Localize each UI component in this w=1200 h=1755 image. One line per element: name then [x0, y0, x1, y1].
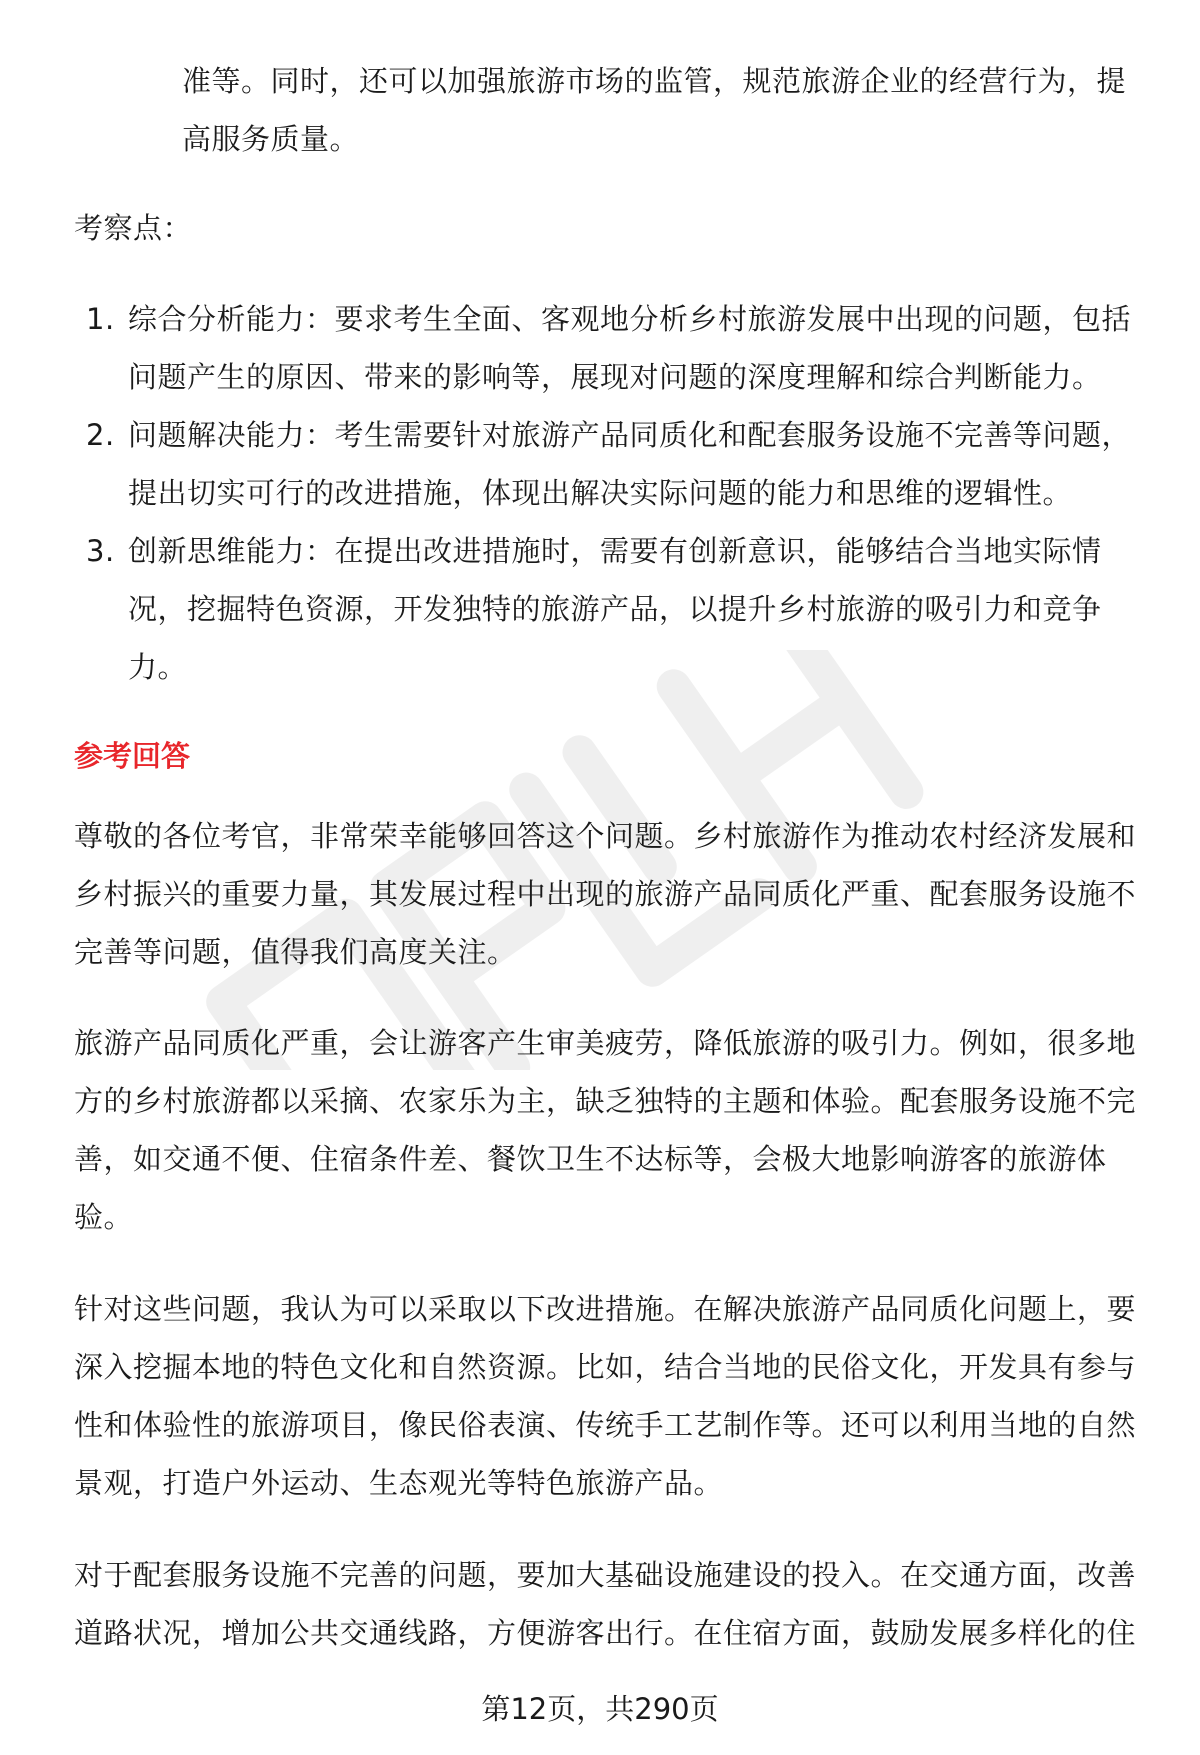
text-line: 力。	[128, 650, 188, 684]
text-line: 深入挖掘本地的特色文化和自然资源。比如，结合当地的民俗文化，开发具有参与	[74, 1350, 1137, 1384]
text-line: 提出切实可行的改进措施，体现出解决实际问题的能力和思维的逻辑性。	[128, 476, 1073, 510]
text-line: 性和体验性的旅游项目，像民俗表演、传统手工艺制作等。还可以利用当地的自然	[74, 1408, 1137, 1442]
reference-answer-heading: 参考回答	[74, 739, 191, 773]
answer-paragraph	[74, 1280, 1154, 1512]
answer-paragraph	[74, 1546, 1154, 1662]
text-line: 旅游产品同质化严重，会让游客产生审美疲劳，降低旅游的吸引力。例如，很多地	[74, 1026, 1137, 1060]
list-number: 3.	[86, 534, 115, 568]
text-line: 针对这些问题，我认为可以采取以下改进措施。在解决旅游产品同质化问题上，要	[74, 1292, 1137, 1326]
list-item	[74, 522, 1131, 696]
list-number: 2.	[86, 418, 115, 452]
text-line: 景观，打造户外运动、生态观光等特色旅游产品。	[74, 1466, 724, 1500]
exam-points-list	[74, 290, 1131, 696]
exam-points-label: 考察点：	[74, 211, 193, 245]
text-line: 准等。同时，还可以加强旅游市场的监管，规范旅游企业的经营行为，提	[182, 64, 1127, 98]
text-line: 高服务质量。	[182, 122, 360, 156]
text-line: 对于配套服务设施不完善的问题，要加大基础设施建设的投入。在交通方面，改善	[74, 1558, 1137, 1592]
text-line: 完善等问题，值得我们高度关注。	[74, 935, 517, 969]
text-line: 方的乡村旅游都以采摘、农家乐为主，缺乏独特的主题和体验。配套服务设施不完	[74, 1084, 1137, 1118]
text-line: 乡村振兴的重要力量，其发展过程中出现的旅游产品同质化严重、配套服务设施不	[74, 877, 1137, 911]
text-line: 综合分析能力：要求考生全面、客观地分析乡村旅游发展中出现的问题，包括	[128, 302, 1132, 336]
list-item	[74, 406, 1131, 522]
continuation-paragraph	[182, 52, 1126, 168]
list-item	[74, 290, 1131, 406]
text-line: 问题解决能力：考生需要针对旅游产品同质化和配套服务设施不完善等问题，	[128, 418, 1132, 452]
text-line: 善，如交通不便、住宿条件差、餐饮卫生不达标等，会极大地影响游客的旅游体	[74, 1142, 1107, 1176]
text-line: 验。	[74, 1200, 134, 1234]
text-line: 况，挖掘特色资源，开发独特的旅游产品，以提升乡村旅游的吸引力和竞争	[128, 592, 1102, 626]
text-line: 尊敬的各位考官，非常荣幸能够回答这个问题。乡村旅游作为推动农村经济发展和	[74, 819, 1137, 853]
list-number: 1.	[86, 302, 115, 336]
page-number: 第12页，共290页	[481, 1692, 719, 1726]
answer-paragraph	[74, 1014, 1154, 1246]
text-line: 道路状况，增加公共交通线路，方便游客出行。在住宿方面，鼓励发展多样化的住	[74, 1616, 1137, 1650]
answer-paragraph	[74, 807, 1154, 981]
text-line: 问题产生的原因、带来的影响等，展现对问题的深度理解和综合判断能力。	[128, 360, 1102, 394]
text-line: 创新思维能力：在提出改进措施时，需要有创新意识，能够结合当地实际情	[128, 534, 1102, 568]
